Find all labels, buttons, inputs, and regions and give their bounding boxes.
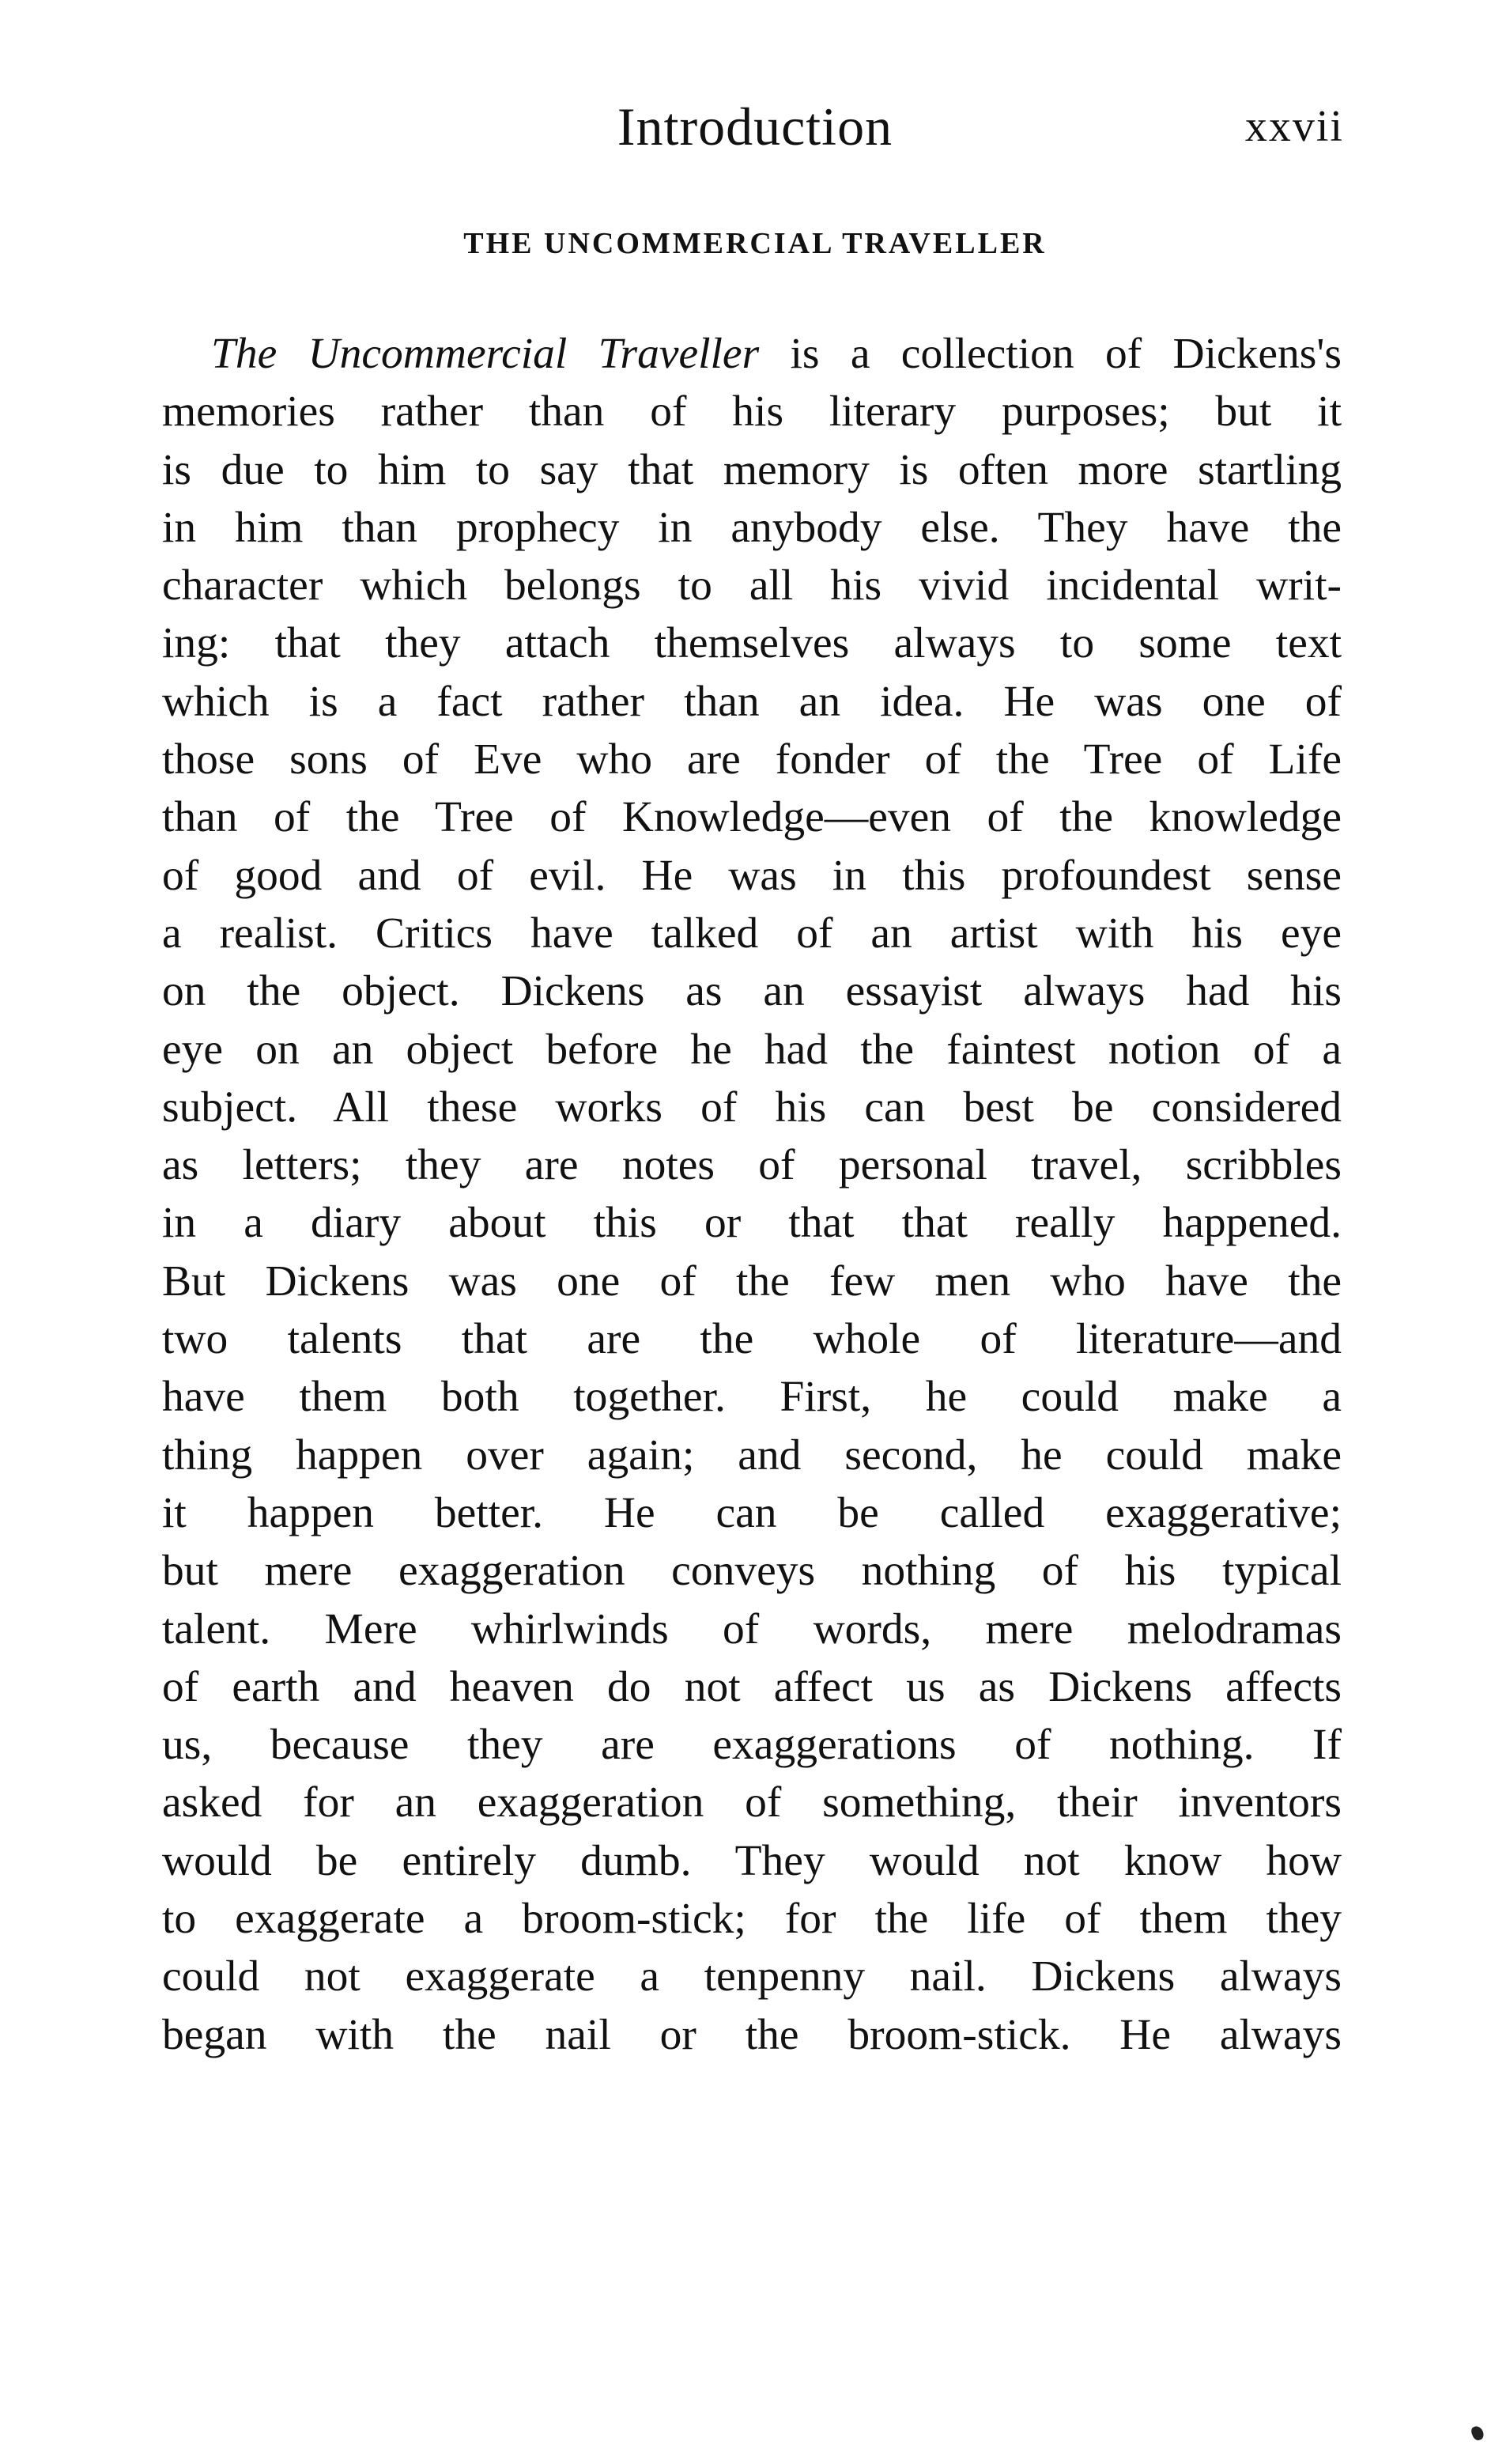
text-line: memories rather than of his literary purposes; but it	[162, 387, 1342, 436]
text-line: character which belongs to all his vivid incidental writ-	[162, 561, 1342, 610]
text-line: than of the Tree of Knowledge—even of the knowledge	[162, 793, 1342, 842]
text-line: us, because they are exaggerations of nothing. If	[162, 1721, 1342, 1770]
section-heading: THE UNCOMMERCIAL TRAVELLER	[463, 227, 1047, 260]
text-line: as letters; they are notes of personal travel, scribbles	[162, 1141, 1342, 1190]
text-line: subject. All these works of his can best be considered	[162, 1083, 1342, 1132]
text-line: would be entirely dumb. They would not know how	[162, 1836, 1342, 1885]
text-line: But Dickens was one of the few men who have the	[162, 1257, 1342, 1306]
text-line: to exaggerate a broom-stick; for the life of them they	[162, 1895, 1342, 1944]
text-line: in him than prophecy in anybody else. They have the	[162, 503, 1342, 552]
text-line: ing: that they attach themselves always to some text	[162, 619, 1342, 668]
text-line: of good and of evil. He was in this profoundest sense	[162, 851, 1342, 900]
body-paragraph	[162, 325, 1342, 2064]
text-line: two talents that are the whole of literature—and	[162, 1315, 1342, 1364]
text-line: a realist. Critics have talked of an artist with his eye	[162, 909, 1342, 958]
text-line: which is a fact rather than an idea. He was one of	[162, 677, 1342, 726]
ink-speck	[1470, 2424, 1485, 2442]
book-title-italic: The Uncommercial Traveller	[211, 330, 760, 378]
text-line: of earth and heaven do not affect us as Dickens affects	[162, 1662, 1342, 1711]
text-line: is due to him to say that memory is often more startling	[162, 445, 1342, 494]
text-line	[162, 325, 1342, 383]
page-number: xxvii	[1244, 102, 1344, 151]
text-line: those sons of Eve who are fonder of the Tree of Life	[162, 735, 1342, 784]
text-line: talent. Mere whirlwinds of words, mere melodramas	[162, 1604, 1342, 1653]
text-line: began with the nail or the broom-stick. He always	[162, 2010, 1342, 2059]
text-line: but mere exaggeration conveys nothing of his typical	[162, 1547, 1342, 1596]
text-line: it happen better. He can be called exaggerative;	[162, 1488, 1342, 1537]
text-line: in a diary about this or that that really happened.	[162, 1199, 1342, 1248]
text-line: on the object. Dickens as an essayist always had his	[162, 967, 1342, 1016]
text-line: thing happen over again; and second, he could make	[162, 1430, 1342, 1480]
text-line-content: is a collection of Dickens's	[759, 330, 1342, 378]
running-head	[0, 87, 1510, 166]
text-line: eye on an object before he had the faintest notion of a	[162, 1025, 1342, 1074]
text-line: asked for an exaggeration of something, their inventors	[162, 1778, 1342, 1827]
text-line: have them both together. First, he could make a	[162, 1373, 1342, 1422]
running-title: Introduction	[617, 96, 893, 157]
text-line: could not exaggerate a tenpenny nail. Dickens always	[162, 1952, 1342, 2001]
